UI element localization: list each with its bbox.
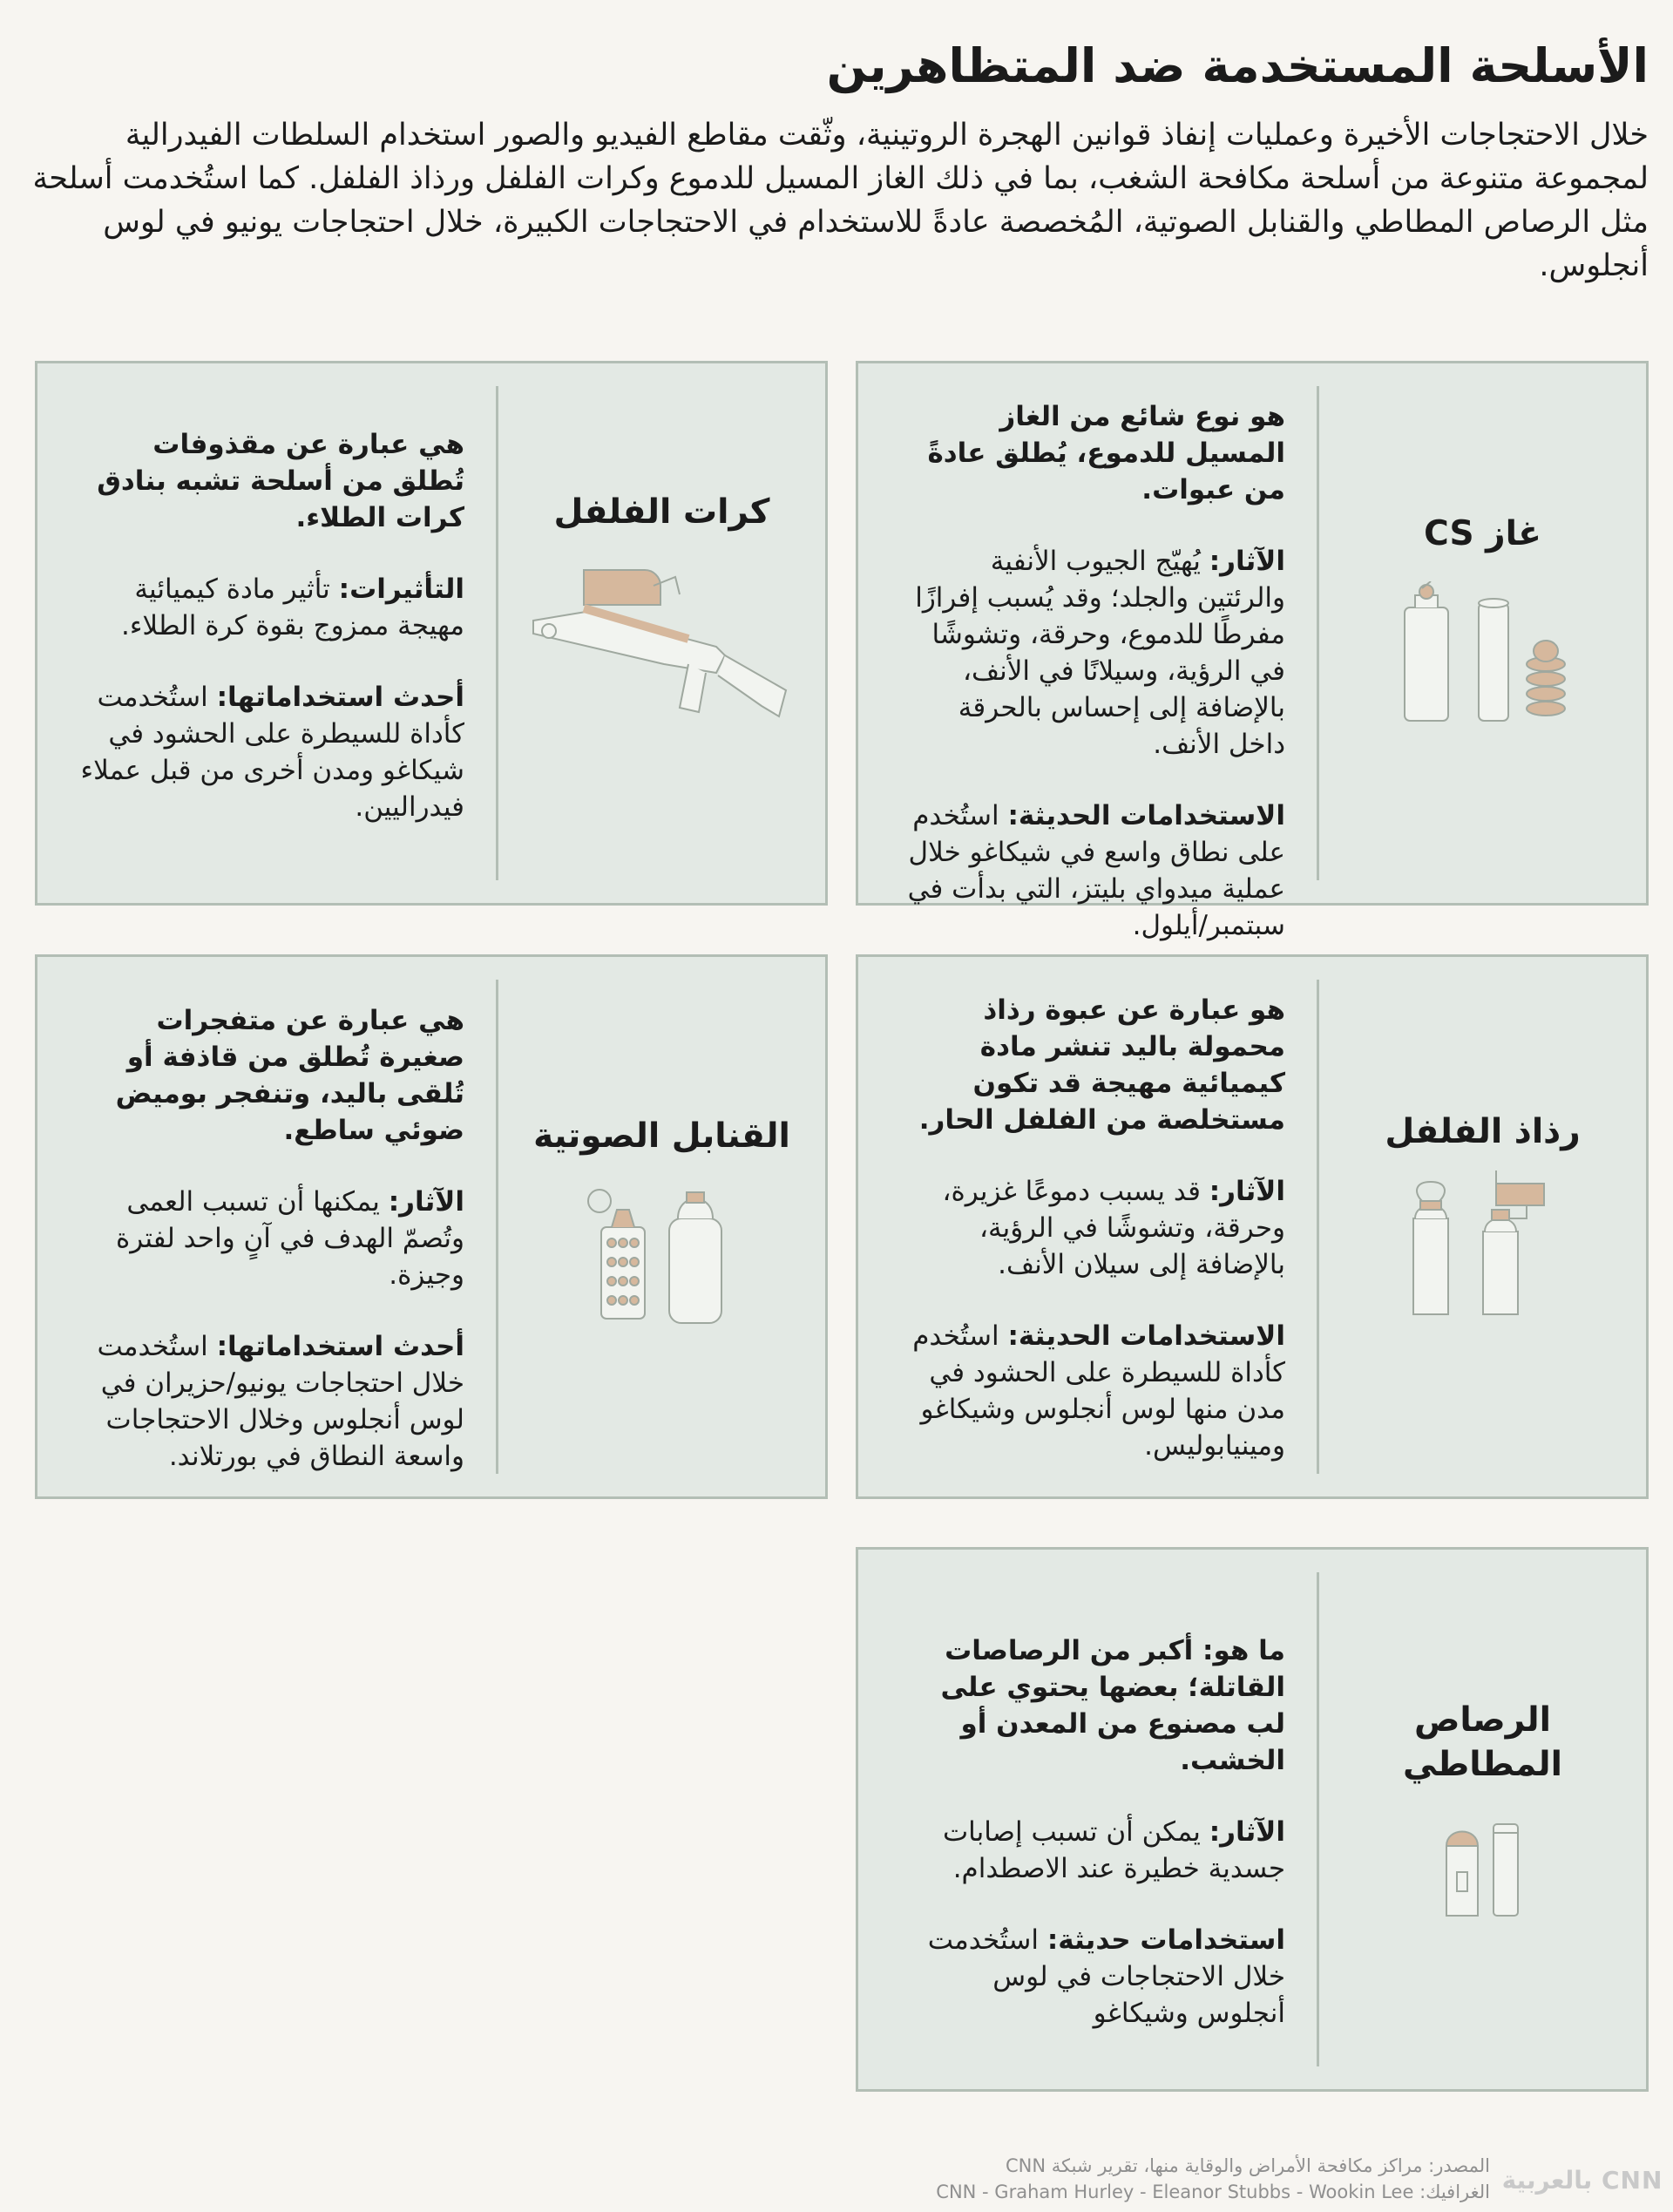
weapon-name: كرات الفلفل <box>553 492 770 532</box>
weapon-name: القنابل الصوتية <box>533 1116 790 1156</box>
cnn-arabic-logo <box>1501 2153 1663 2207</box>
source-line: المصدر: مراكز مكافحة الأمراض والوقاية منها، تقرير شبكة CNN <box>1005 2155 1490 2176</box>
card-divider <box>496 386 498 880</box>
effects-text: تأثير مادة كيميائية مهيجة ممزوج بقوة كرة الطلاء. <box>121 573 464 641</box>
uses-label: استخدامات حديثة: <box>1046 1924 1285 1956</box>
card-divider <box>1317 980 1319 1474</box>
effects-label: الآثار: <box>1209 546 1285 577</box>
effects-label: الآثار: <box>1209 1816 1285 1848</box>
uses-text: استُخدمت خلال احتجاجات يونيو/حزيران في لوس أنجلوس وخلال الاحتجاجات واسعة النطاق في بورتلاند. <box>97 1331 464 1472</box>
weapon-effects <box>76 1184 464 1293</box>
page-title: الأسلحة المستخدمة ضد المتظاهرين <box>826 38 1649 93</box>
rubber-bullet-rounds-icon <box>1337 1811 1629 1924</box>
weapon-description <box>897 398 1285 979</box>
uses-label: الاستخدامات الحديثة: <box>1007 800 1285 831</box>
weapon-lead: هي عبارة عن متفجرات صغيرة تُطلق من قاذفة أو تُلقى باليد، وتنفجر بوميض ضوئي ساطع. <box>115 1005 464 1146</box>
card-cs-gas <box>856 361 1649 941</box>
weapon-lead: ما هو: أكبر من الرصاصات القاتلة؛ بعضها يحتوي على لب مصنوع من المعدن أو الخشب. <box>940 1635 1285 1776</box>
card-pepper-balls <box>35 361 828 906</box>
card-divider <box>496 980 498 1474</box>
weapon-lead: هو عبارة عن عبوة رذاذ محمولة باليد تنشر مادة كيميائية مهيجة قد تكون مستخلصة من الفلفل الحار. <box>918 994 1285 1136</box>
weapon-effects <box>897 543 1285 763</box>
uses-text: استُخدم على نطاق واسع في شيكاغو خلال عملية ميدواي بليتز، التي بدأت في سبتمبر/أيلول. <box>907 800 1285 941</box>
weapon-name: رذاذ الفلفل <box>1385 1112 1581 1151</box>
cs-gas-canisters-icon <box>1337 581 1629 729</box>
effects-label: الآثار: <box>1209 1176 1285 1207</box>
weapon-uses <box>897 797 1285 944</box>
card-pepper-spray <box>856 954 1649 1499</box>
paintball-launcher-icon <box>516 560 808 734</box>
uses-text: استُخدم كأداة للسيطرة على الحشود في مدن منها لوس أنجلوس وشيكاغو ومينيابوليس. <box>912 1320 1285 1462</box>
uses-label: أحدث استخداماتها: <box>216 682 464 713</box>
card-divider <box>1317 386 1319 880</box>
weapon-effects <box>897 1173 1285 1283</box>
uses-text: استُخدمت خلال الاحتجاجات في لوس أنجلوس وشيكاغو <box>927 1924 1285 2029</box>
effects-label: التأثيرات: <box>338 573 464 605</box>
effects-text: يُهيّج الجيوب الأنفية والرئتين والجلد؛ وقد يُسبب إفرازًا مفرطًا للدموع، وحرقة، وتشوشًا في الرؤية، وسيلانًا في الأنف، بالإضافة إلى إحساس بالحرقة داخل الأنف. <box>915 546 1285 760</box>
logo-text: CNN بالعربية <box>1501 2165 1663 2195</box>
uses-label: أحدث استخداماتها: <box>216 1331 464 1362</box>
weapon-name: الرصاص المطاطي <box>1403 1700 1562 1785</box>
weapon-uses <box>76 679 464 825</box>
weapon-description <box>76 1002 464 1510</box>
intro-paragraph: خلال الاحتجاجات الأخيرة وعمليات إنفاذ قوانين الهجرة الروتينية، وثّقت مقاطع الفيديو والصور استخدام السلطات الفيدرالية لمجموعة متنوعة من أسلحة مكافحة الشغب، بما في ذلك الغاز المسيل للدموع وكرات الفلفل ورذاذ الفلفل. كما استُخدمت أسلحة مثل الرصاص المطاطي والقنابل الصوتية، المُخصصة عادةً للاستخدام في الاحتجاجات الكبيرة، خلال احتجاجات يونيو في لوس أنجلوس. <box>32 118 1649 283</box>
weapon-lead: هو نوع شائع من الغاز المسيل للدموع، يُطلق عادةً من عبوات. <box>927 401 1285 506</box>
card-rubber-bullets <box>856 1547 1649 2092</box>
footer <box>932 2153 1490 2205</box>
weapon-effects <box>897 1814 1285 1887</box>
weapon-uses <box>897 1318 1285 1464</box>
weapon-uses <box>897 1922 1285 2032</box>
uses-label: الاستخدامات الحديثة: <box>1007 1320 1285 1352</box>
card-divider <box>1317 1572 1319 2066</box>
weapon-lead: هي عبارة عن مقذوفات تُطلق من أسلحة تشبه بنادق كرات الطلاء. <box>97 429 464 533</box>
flash-bang-grenades-icon <box>516 1175 808 1332</box>
weapon-uses <box>76 1328 464 1475</box>
weapon-description <box>897 992 1285 1499</box>
effects-text: يمكنها أن تسبب العمى وتُصمّ الهدف في آنٍ واحد لفترة وجيزة. <box>115 1186 464 1291</box>
pepper-spray-canisters-icon <box>1337 1166 1629 1323</box>
effects-label: الآثار: <box>388 1186 464 1218</box>
weapon-name: غاز CS <box>1424 514 1541 553</box>
weapon-description <box>897 1632 1285 2066</box>
weapon-description <box>76 426 464 860</box>
card-flash-bangs <box>35 954 828 1499</box>
effects-text: قد يسبب دموعًا غزيرة، وحرقة، وتشوشًا في الرؤية، بالإضافة إلى سيلان الأنف. <box>942 1176 1285 1280</box>
effects-text: يمكن أن تسبب إصابات جسدية خطيرة عند الاصطدام. <box>942 1816 1285 1884</box>
weapon-effects <box>76 571 464 644</box>
uses-text: استُخدمت كأداة للسيطرة على الحشود في شيكاغو ومدن أخرى من قبل عملاء فيدراليين. <box>80 682 464 823</box>
credits-line: الغرافيك: CNN - Graham Hurley - Eleanor Stubbs - Wookin Lee <box>936 2181 1490 2202</box>
